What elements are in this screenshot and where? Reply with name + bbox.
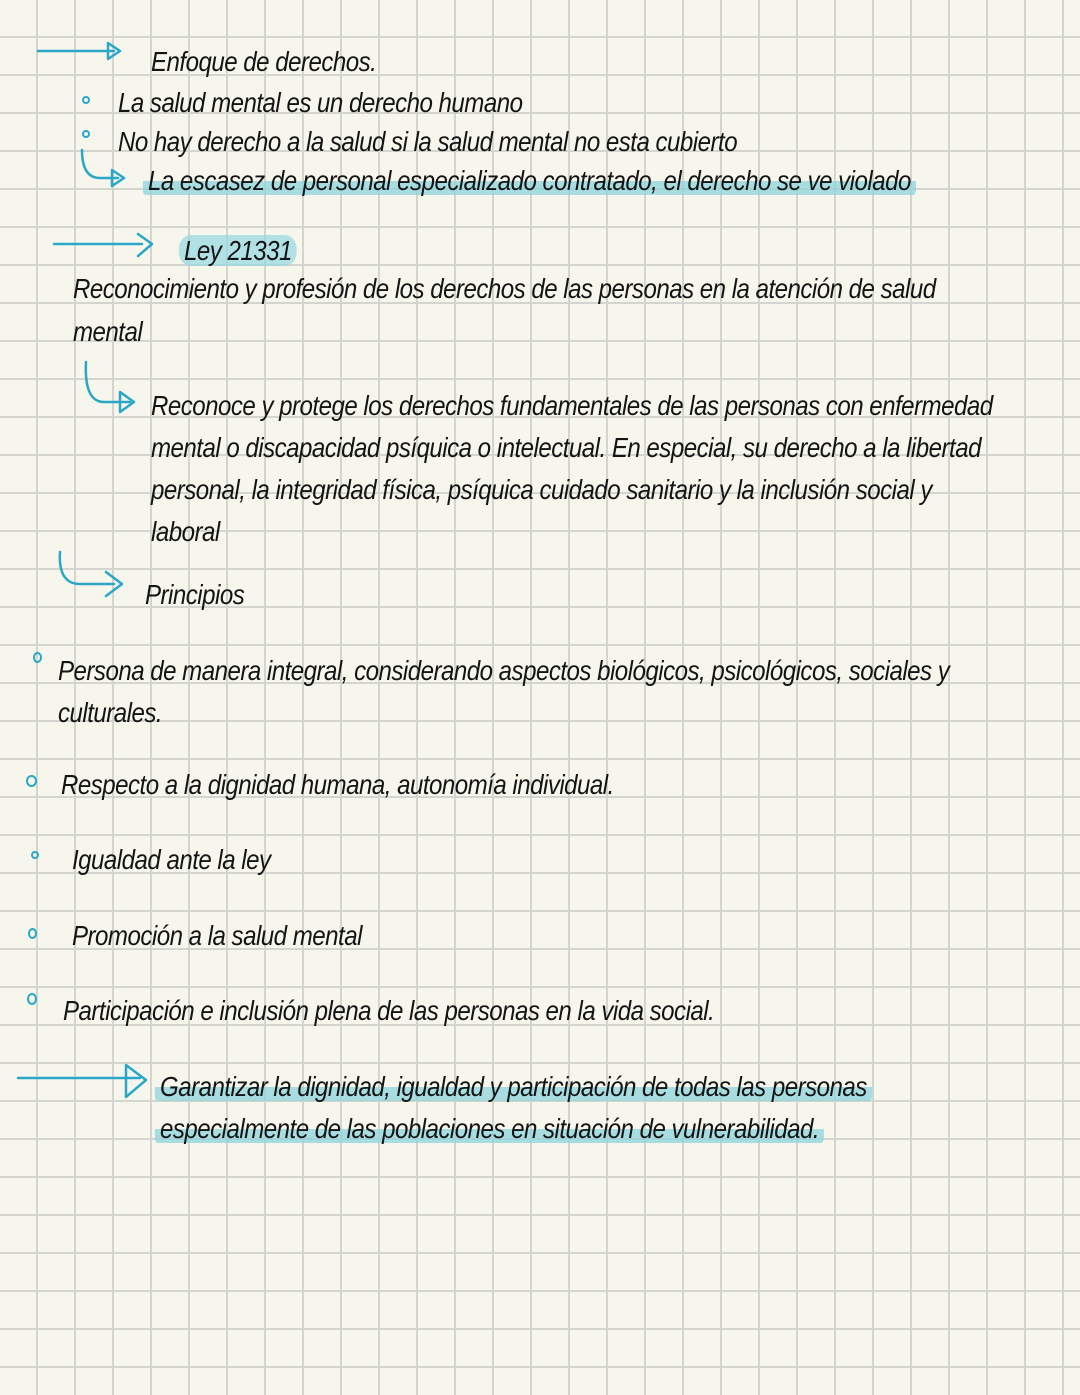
circle-bullet-icon: [28, 928, 37, 939]
section-heading-enfoque: Enfoque de derechos.: [151, 46, 377, 77]
consequence-text: [148, 160, 916, 202]
principles-heading: Principios: [145, 579, 245, 610]
section-heading-ley: [184, 230, 297, 272]
circle-bullet-icon: [31, 851, 39, 859]
law-description: Reconocimiento y profesión de los derechos de las personas en la atención de salud: [73, 273, 936, 304]
highlight: Ley 21331: [179, 235, 297, 266]
principle-item: Participación e inclusión plena de las personas en la vida social.: [63, 995, 715, 1026]
curved-arrow-icon: [78, 148, 128, 188]
circle-bullet-icon: [27, 993, 37, 1005]
highlight: La escasez de personal especializado contratado, el derecho se ve violado: [143, 165, 916, 196]
bullet-item: La salud mental es un derecho humano: [118, 87, 523, 118]
highlight: Garantizar la dignidad, igualdad y participación de todas las personas: [155, 1071, 872, 1102]
principle-item: Persona de manera integral, considerando aspectos biológicos, psicológicos, sociales y: [58, 655, 950, 686]
law-detail-line: laboral: [151, 516, 220, 547]
conclusion-text: [160, 1066, 872, 1108]
arrow-right-icon: [36, 42, 126, 62]
circle-bullet-icon: [26, 775, 37, 787]
law-detail-line: Reconoce y protege los derechos fundamentales de las personas con enfermedad: [151, 390, 993, 421]
arrow-right-icon: [52, 234, 162, 264]
principle-item: Promoción a la salud mental: [72, 920, 362, 951]
arrow-right-icon: [16, 1064, 156, 1108]
circle-bullet-icon: [82, 96, 90, 104]
highlight: especialmente de las poblaciones en situación de vulnerabilidad.: [155, 1113, 824, 1144]
law-detail-line: mental o discapacidad psíquica o intelectual. En especial, su derecho a la libertad: [151, 432, 981, 463]
circle-bullet-icon: [82, 130, 90, 138]
circle-bullet-icon: [33, 652, 42, 663]
curved-arrow-icon: [54, 550, 134, 600]
conclusion-text: [160, 1108, 824, 1150]
bullet-item: No hay derecho a la salud si la salud mental no esta cubierto: [118, 126, 738, 157]
principle-item: Respecto a la dignidad humana, autonomía individual.: [61, 769, 614, 800]
principle-item: Igualdad ante la ley: [72, 844, 271, 875]
law-description: mental: [73, 316, 143, 347]
law-detail-line: personal, la integridad física, psíquica cuidado sanitario y la inclusión social y: [151, 474, 932, 505]
principle-item: culturales.: [58, 697, 163, 728]
curved-arrow-icon: [80, 360, 140, 420]
